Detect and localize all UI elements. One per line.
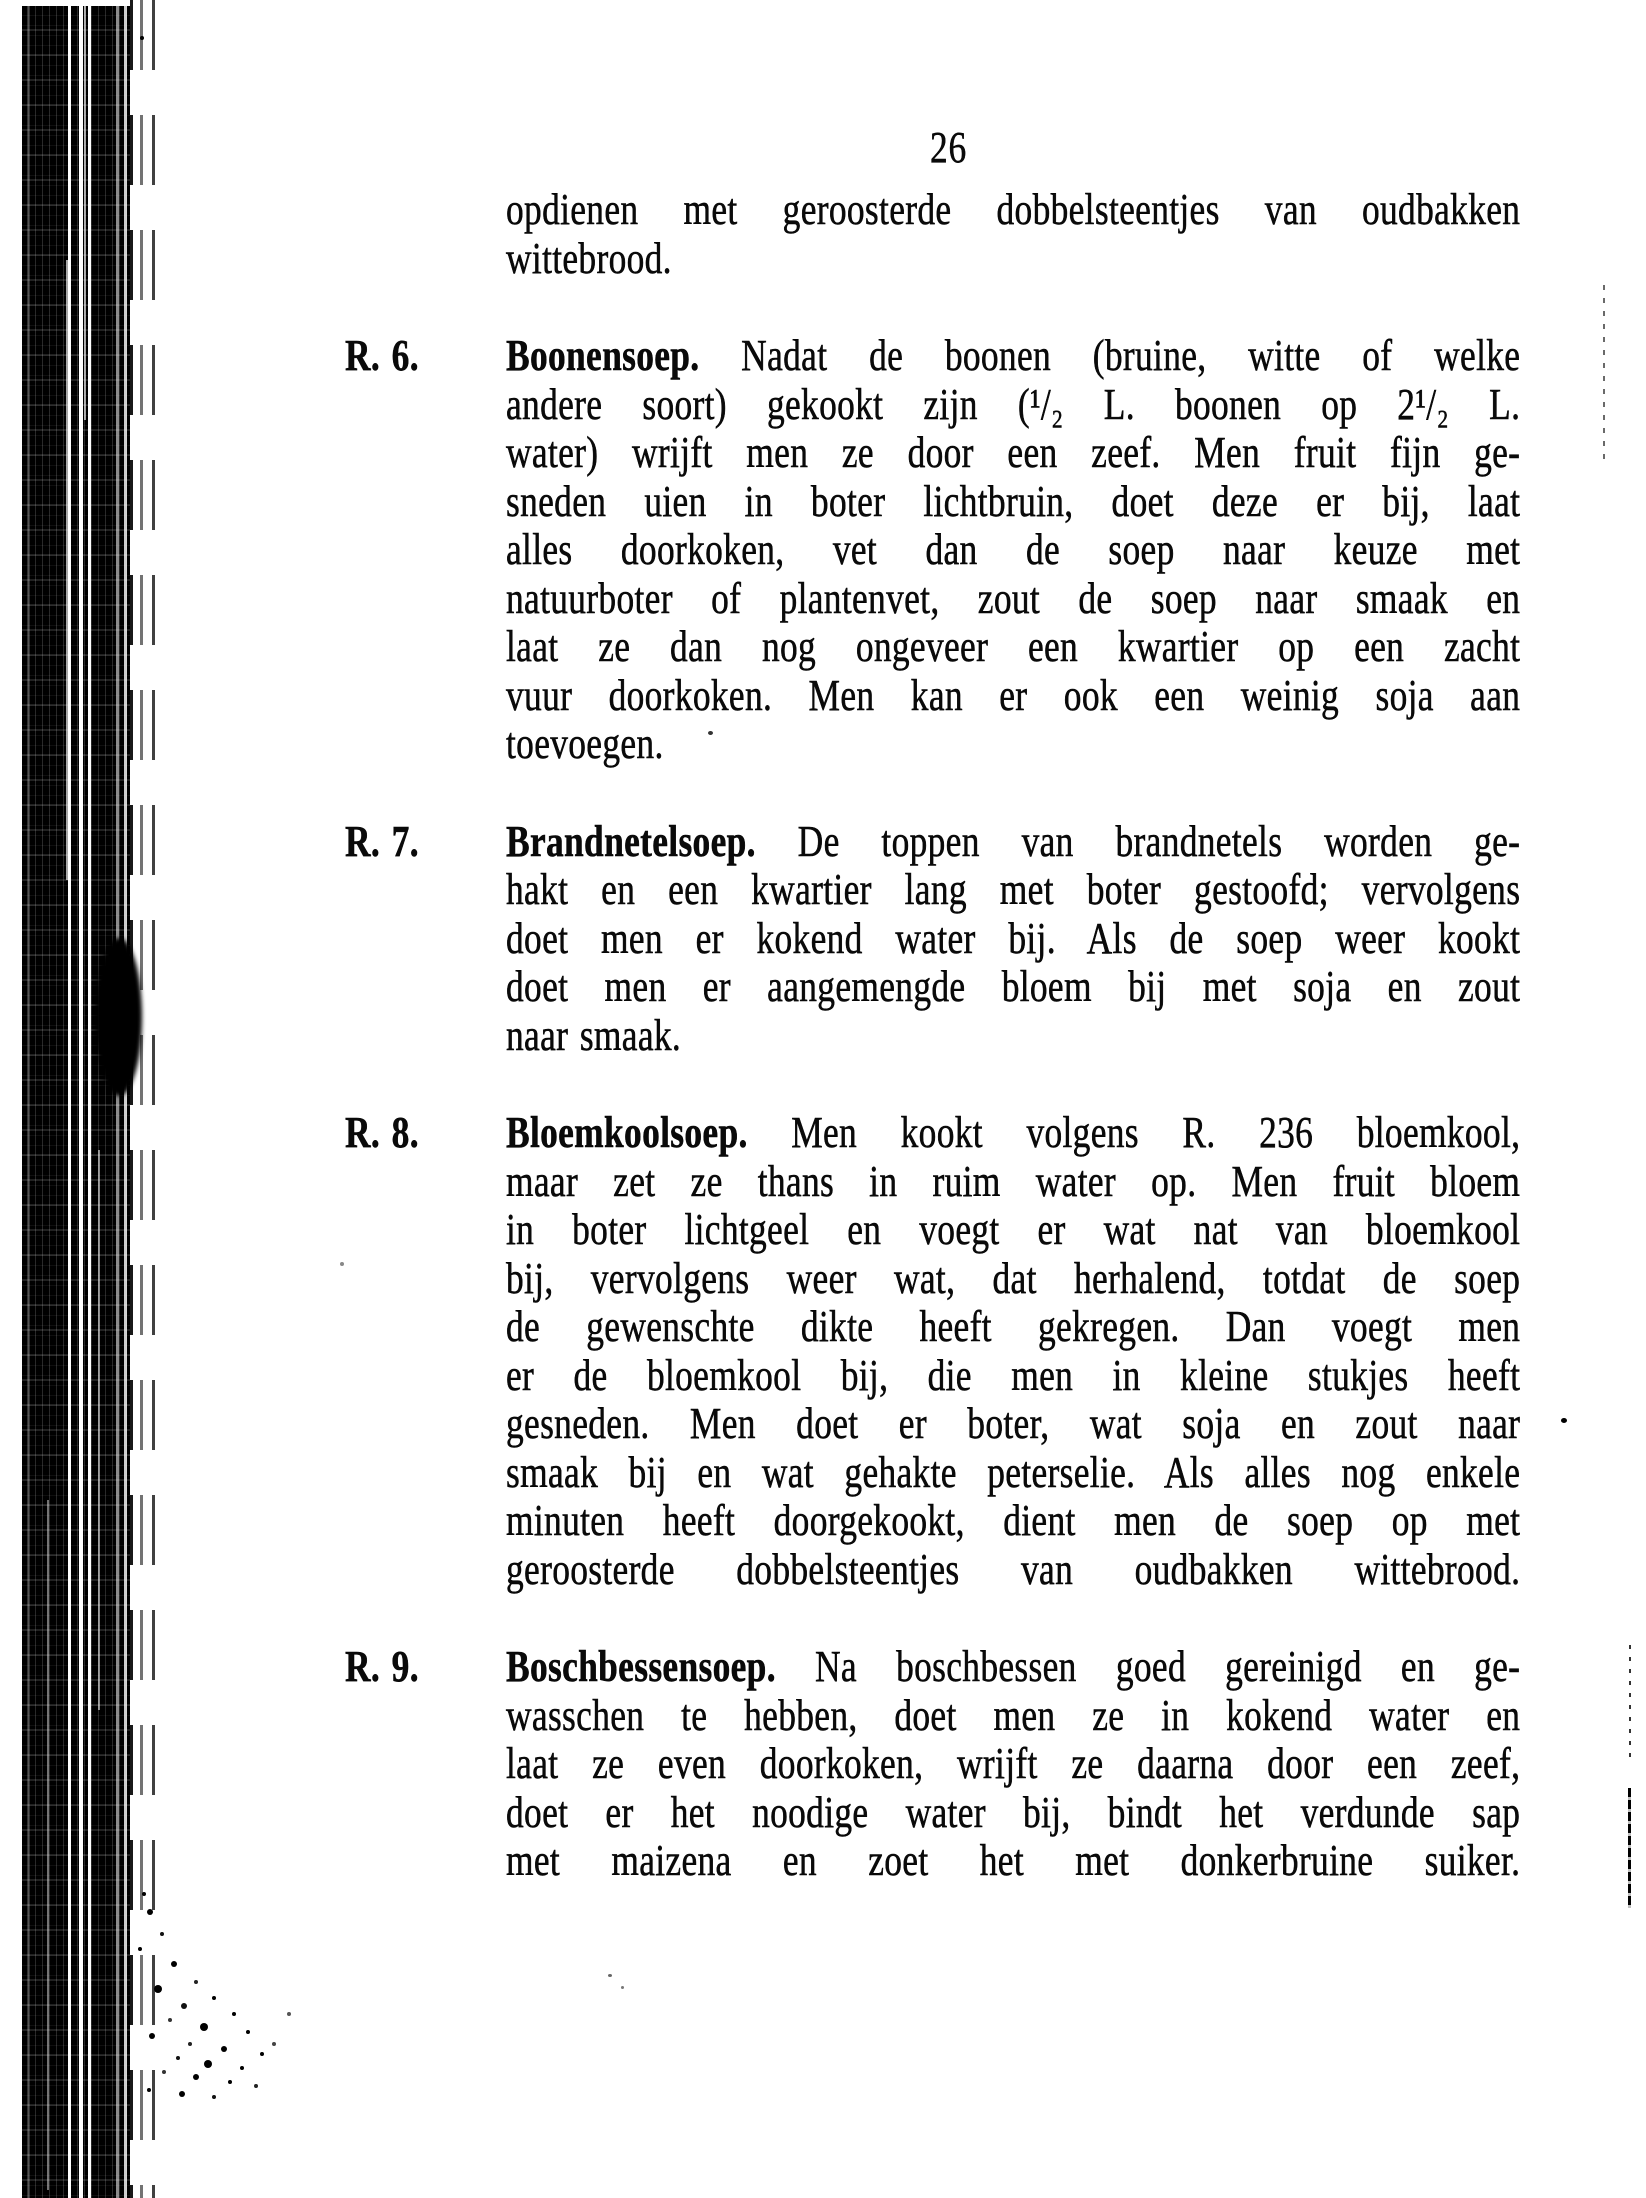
binding-highlight <box>66 260 69 880</box>
recipe-r7 <box>345 816 1521 1061</box>
text-line: maar zet ze thans in ruim water op. Men fruit bloem <box>506 1156 1521 1206</box>
text-line: smaak bij en wat gehakte peterselie. Als alles nog enkele <box>506 1447 1521 1497</box>
scan-artifact-dot <box>621 1986 624 1989</box>
page-number: 26 <box>930 123 968 172</box>
recipe-label: R. 7. <box>345 816 419 866</box>
book-binding-shadow <box>22 6 134 2198</box>
text-line: er de bloemkool bij, die men in kleine stukjes heeft <box>506 1350 1521 1400</box>
page-edge-mark <box>1628 1788 1631 1908</box>
intro-paragraph <box>506 186 1520 283</box>
text-line: doet men er aangemengde bloem bij met soja en zout <box>506 962 1521 1011</box>
scan-artifact-dot <box>340 1262 344 1266</box>
text-line: naar smaak. <box>506 1010 682 1060</box>
page-edge-mark <box>1603 285 1605 467</box>
text-line-rest: Men kookt volgens R. 236 bloemkool, <box>791 1108 1521 1157</box>
text-line: in boter lichtgeel en voegt er wat nat van bloemkool <box>506 1205 1521 1254</box>
recipe-label: R. 6. <box>345 331 419 380</box>
text-line: geroosterde dobbelsteentjes van oudbakken wittebrood. <box>506 1544 1521 1594</box>
text-line: natuurboter of plantenvet, zout de soep naar smaak en <box>506 573 1521 623</box>
recipe-name: Boonensoep. <box>506 331 700 380</box>
text-line: gesneden. Men doet er boter, wat soja en zout naar <box>506 1399 1521 1448</box>
binding-highlight <box>84 0 86 420</box>
text-line: met maizena en zoet het met donkerbruine suiker. <box>506 1836 1521 1885</box>
text-line: toevoegen. <box>506 719 664 768</box>
text-line: sneden uien in boter lichtbruin, doet deze er bij, laat <box>506 476 1521 526</box>
text-line-rest: De toppen van brandnetels worden ge- <box>797 816 1521 866</box>
text-line <box>506 1643 1520 1692</box>
binding-highlight <box>47 1500 49 2190</box>
text-line: minuten heeft doorgekookt, dient men de soep op met <box>506 1496 1521 1545</box>
page-edge-mark <box>1629 1645 1631 1760</box>
text-line: laat ze even doorkoken, wrijft ze daarna door een zeef, <box>506 1739 1521 1788</box>
text-line: laat ze dan nog ongeveer een kwartier op een zacht <box>506 622 1521 671</box>
recipe-r9 <box>345 1642 1521 1886</box>
text-line: vuur doorkoken. Men kan er ook een weinig soja aan <box>506 670 1521 720</box>
binding-highlight <box>98 1150 100 1710</box>
text-line <box>506 1109 1520 1158</box>
text-line: doet men er kokend water bij. Als de soep weer kookt <box>506 913 1521 963</box>
binding-blob <box>96 938 142 1096</box>
text-line: wasschen te hebben, doet men ze in kokend water en <box>506 1690 1521 1740</box>
text-line: bij, vervolgens weer wat, dat herhalend, totdat de soep <box>506 1253 1521 1303</box>
recipe-name: Boschbessensoep. <box>506 1642 776 1691</box>
text-column <box>345 185 1521 1886</box>
text-line: andere soort) gekookt zijn (¹/₂ L. boonen op 2¹/₂ L. <box>506 379 1521 429</box>
text-line: water) wrijft men ze door een zeef. Men fruit fijn ge- <box>506 428 1521 477</box>
text-line-rest: Nadat de boonen (bruine, witte of welke <box>741 331 1521 380</box>
recipe-r6 <box>345 331 1521 769</box>
text-line: wittebrood. <box>506 233 672 283</box>
text-line <box>506 818 1520 867</box>
text-line: alles doorkoken, vet dan de soep naar keuze met <box>506 525 1521 574</box>
recipe-label: R. 8. <box>345 1108 419 1157</box>
text-line: opdienen met geroosterde dobbelsteentjes van oudbakken <box>506 185 1521 234</box>
recipe-label: R. 9. <box>345 1642 419 1691</box>
recipe-name: Brandnetelsoep. <box>506 816 756 866</box>
scan-artifact-dot <box>140 36 144 40</box>
text-line: de gewenschte dikte heeft gekregen. Dan voegt men <box>506 1302 1521 1351</box>
text-line: hakt en een kwartier lang met boter gestoofd; vervolgens <box>506 865 1521 914</box>
text-line <box>506 332 1520 381</box>
recipe-r8 <box>345 1108 1521 1594</box>
scan-speckles <box>142 1892 146 1896</box>
scan-artifact-dot <box>1561 1418 1567 1423</box>
text-line-rest: Na boschbessen goed gereinigd en ge- <box>815 1642 1521 1691</box>
scan-artifact-dot <box>608 1974 612 1977</box>
recipe-name: Bloemkoolsoep. <box>506 1108 748 1157</box>
text-line: doet er het noodige water bij, bindt het verdunde sap <box>506 1787 1521 1837</box>
binding-streaks <box>130 0 166 2198</box>
